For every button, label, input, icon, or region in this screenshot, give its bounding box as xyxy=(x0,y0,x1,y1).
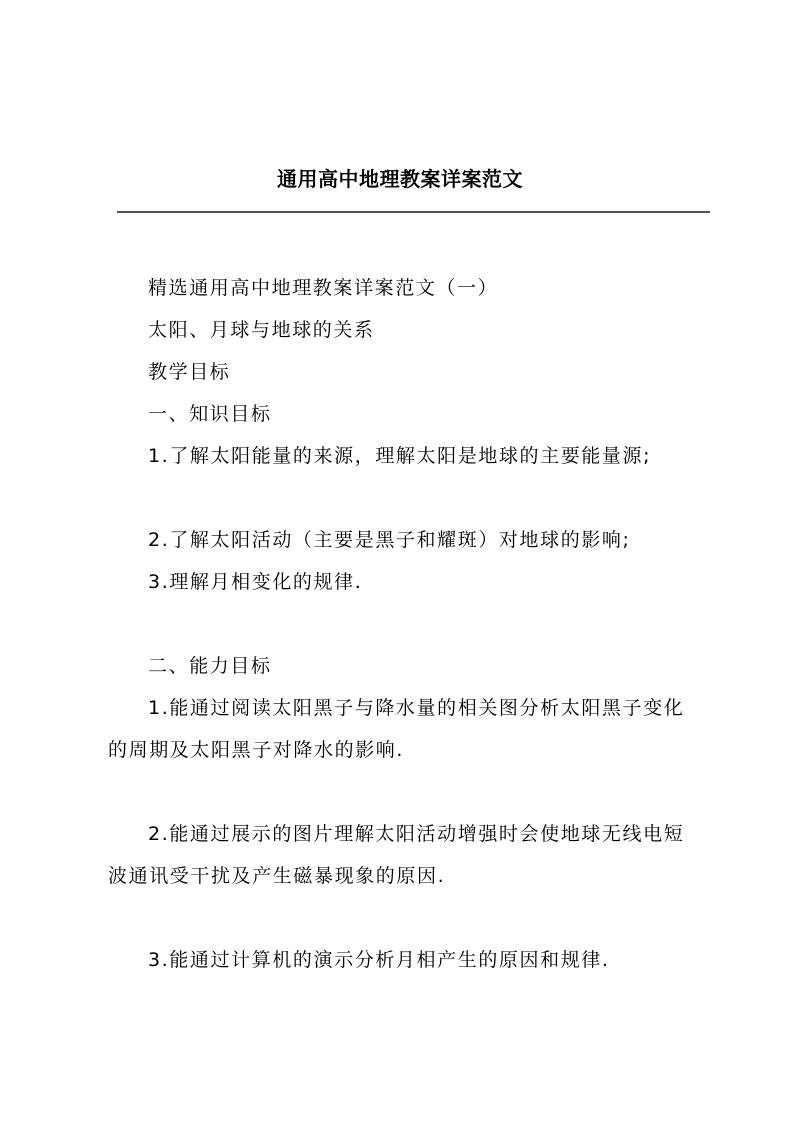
paragraph-line: 2.能通过展示的图片理解太阳活动增强时会使地球无线电短 xyxy=(148,823,685,845)
paragraph-line: 的周期及太阳黑子对降水的影响. xyxy=(108,739,405,761)
lesson-title: 太阳、月球与地球的关系 xyxy=(148,319,375,341)
subheading-ability-goals: 二、能力目标 xyxy=(148,655,272,677)
paragraph-line: 3.能通过计算机的演示分析月相产生的原因和规律. xyxy=(148,949,610,971)
paragraph-line: 2.了解太阳活动（主要是黑子和耀斑）对地球的影响; xyxy=(148,529,631,551)
paragraph-line: 3.理解月相变化的规律. xyxy=(148,571,363,593)
document-title: 通用高中地理教案详案范文 xyxy=(277,167,523,191)
subheading-teaching-goals: 教学目标 xyxy=(148,361,231,383)
subheading-knowledge-goals: 一、知识目标 xyxy=(148,403,272,425)
paragraph-line: 1.了解太阳能量的来源，理解太阳是地球的主要能量源; xyxy=(148,445,652,467)
title-divider xyxy=(117,211,710,213)
paragraph-line: 波通讯受干扰及产生磁暴现象的原因. xyxy=(108,865,446,887)
section-heading: 精选通用高中地理教案详案范文（一） xyxy=(148,277,499,299)
paragraph-line: 1.能通过阅读太阳黑子与降水量的相关图分析太阳黑子变化 xyxy=(148,697,685,719)
